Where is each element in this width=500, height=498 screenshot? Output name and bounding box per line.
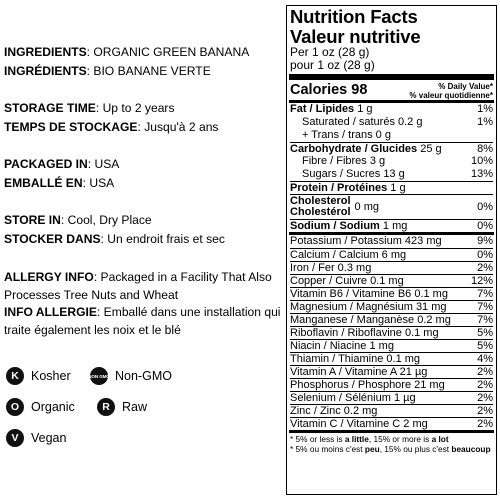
kosher-icon: K xyxy=(6,367,24,385)
footnote-fr-emph: beaucoup xyxy=(451,444,491,454)
sodium-label: Sodium / Sodium xyxy=(290,219,380,232)
fat-row xyxy=(290,103,493,116)
nutrient-label: Zinc / Zinc 0.2 mg xyxy=(290,404,378,417)
nutrient-label: Magnesium / Magnésium 31 mg xyxy=(290,300,447,313)
nutrient-label: Niacin / Niacine 1 mg xyxy=(290,339,394,352)
nutrient-label: Manganese / Manganèse 0.2 mg xyxy=(290,313,451,326)
divider-thick xyxy=(289,74,494,80)
fat-label: Fat / Lipides xyxy=(290,103,355,115)
carbohydrate-amount: 25 g xyxy=(420,142,442,155)
packaged-value: : USA xyxy=(87,157,120,171)
footnote-fr-text: * 5% ou moins c'est xyxy=(290,444,365,454)
nutrient-row xyxy=(290,287,493,300)
nutrient-label: Vitamin C / Vitamine C 2 mg xyxy=(290,417,428,430)
nutrient-label: Vitamin A / Vitamine A 21 µg xyxy=(290,365,428,378)
fibre-row xyxy=(290,155,493,168)
nutrient-row xyxy=(290,352,493,365)
sodium-row xyxy=(290,219,493,232)
nutrient-dv: 12% xyxy=(470,274,493,287)
serving-size-fr: pour 1 oz (28 g) xyxy=(290,58,375,72)
badge-organic xyxy=(6,398,75,416)
nutrient-label: Riboflavin / Riboflavine 0.1 mg xyxy=(290,326,439,339)
store-line xyxy=(4,212,152,228)
nutrient-row xyxy=(290,300,493,313)
ingredients-fr-value: : BIO BANANE VERTE xyxy=(86,64,211,78)
protein-label: Protein / Protéines xyxy=(290,181,388,194)
packaged-fr-value: : USA xyxy=(82,176,115,190)
nutrient-label: Thiamin / Thiamine 0.1 mg xyxy=(290,352,421,365)
cholesterol-amount: 0 mg xyxy=(354,200,379,213)
storage-value: : Up to 2 years xyxy=(95,101,175,115)
footnote-fr-text: , 15% ou plus c'est xyxy=(379,444,452,454)
cholesterol-label xyxy=(290,196,351,218)
nutrient-dv: 5% xyxy=(477,339,493,352)
cholesterol-row xyxy=(290,194,493,219)
fibre-label: Fibre / Fibres 3 g xyxy=(302,155,386,167)
organic-icon: O xyxy=(6,398,24,416)
storage-fr-line xyxy=(4,119,218,135)
sugars-label: Sugars / Sucres 13 g xyxy=(302,168,405,180)
footnote-en-text: , 15% or more is xyxy=(368,434,432,444)
ingredients-fr-line xyxy=(4,63,211,79)
footnote-fr xyxy=(290,444,493,454)
protein-amount: 1 g xyxy=(390,181,406,194)
storage-line xyxy=(4,100,175,116)
nutrient-dv: 2% xyxy=(477,378,493,391)
cholesterol-dv: 0% xyxy=(477,200,493,213)
nutrient-row xyxy=(290,391,493,404)
ingredients-value: : ORGANIC GREEN BANANA xyxy=(86,45,250,59)
daily-value-footnote xyxy=(289,430,494,454)
badge-raw xyxy=(97,398,147,416)
allergy-line xyxy=(4,268,284,304)
badge-label: Vegan xyxy=(31,431,67,445)
carbohydrate-dv: 8% xyxy=(477,142,493,155)
footnote-fr-emph: peu xyxy=(364,444,380,454)
badge-label: Non-GMO xyxy=(115,369,172,383)
saturated-row xyxy=(290,116,493,129)
carbohydrate-label: Carbohydrate / Glucides xyxy=(290,142,418,155)
sugars-dv: 13% xyxy=(470,168,493,180)
nutrient-dv: 7% xyxy=(477,313,493,326)
ingredients-line xyxy=(4,44,249,60)
nutrient-dv: 2% xyxy=(477,365,493,378)
nutrient-row xyxy=(290,404,493,417)
nutrient-row xyxy=(290,313,493,326)
ingredients-label: INGREDIENTS xyxy=(4,45,87,59)
nutrient-dv: 4% xyxy=(477,352,493,365)
store-value: : Cool, Dry Place xyxy=(60,213,152,227)
nutrient-row xyxy=(290,339,493,352)
nutrient-dv: 7% xyxy=(477,300,493,313)
storage-fr-label: TEMPS DE STOCKAGE xyxy=(4,120,138,134)
nutrient-label: Iron / Fer 0.3 mg xyxy=(290,261,372,274)
sodium-amount: 1 mg xyxy=(382,219,408,232)
nutrient-dv: 0% xyxy=(477,248,493,261)
calories-row xyxy=(290,81,493,100)
ingredients-fr-label: INGRÉDIENTS xyxy=(4,64,87,78)
nutrient-dv: 2% xyxy=(477,417,493,430)
sodium-dv: 0% xyxy=(477,219,493,232)
daily-value-header xyxy=(409,81,493,100)
footnote-en-text: * 5% or less is xyxy=(290,434,345,444)
nutrient-dv: 2% xyxy=(477,404,493,417)
trans-label: + Trans / trans 0 g xyxy=(302,129,391,141)
storage-fr-value: : Jusqu'à 2 ans xyxy=(137,120,219,134)
nutrient-row xyxy=(290,261,493,274)
serving-size-en: Per 1 oz (28 g) xyxy=(290,45,370,59)
fat-amount: 1 g xyxy=(357,103,373,115)
nutrient-dv: 2% xyxy=(477,391,493,404)
nutrient-label: Copper / Cuivre 0.1 mg xyxy=(290,274,404,287)
saturated-dv: 1% xyxy=(477,116,493,128)
allergy-fr-label: INFO ALLERGIE xyxy=(4,305,97,319)
badge-label: Organic xyxy=(31,400,75,414)
nutrient-dv: 2% xyxy=(477,261,493,274)
non-gmo-icon: NON GMO xyxy=(90,367,108,385)
store-label: STORE IN xyxy=(4,213,61,227)
dv-header-fr: % valeur quotidienne* xyxy=(409,91,493,100)
nutrient-row xyxy=(290,274,493,287)
raw-icon: R xyxy=(97,398,115,416)
nutrient-label: Vitamin B6 / Vitamine B6 0.1 mg xyxy=(290,287,448,300)
nutrient-row xyxy=(290,326,493,339)
packaged-fr-label: EMBALLÉ EN xyxy=(4,176,83,190)
allergy-fr-line xyxy=(4,303,284,339)
nutrient-row xyxy=(290,235,493,248)
nutrition-title-en: Nutrition Facts xyxy=(290,6,418,27)
nutrient-dv: 7% xyxy=(477,287,493,300)
footnote-en xyxy=(290,434,493,444)
footnote-en-emph: a little xyxy=(344,434,369,444)
cholesterol-label-en: Cholesterol xyxy=(290,195,351,207)
cholesterol-label-fr: Cholestérol xyxy=(290,206,351,218)
badge-label: Kosher xyxy=(31,369,71,383)
footnote-en-emph: a lot xyxy=(431,434,449,444)
fat-dv: 1% xyxy=(477,103,493,115)
packaged-fr-line xyxy=(4,175,114,191)
nutrient-row xyxy=(290,248,493,261)
store-fr-line xyxy=(4,231,225,247)
store-fr-value: : Un endroit frais et sec xyxy=(100,232,225,246)
badge-kosher xyxy=(6,367,71,385)
nutrient-row xyxy=(290,417,493,430)
nutrient-label: Potassium / Potassium 423 mg xyxy=(290,235,442,247)
nutrient-row xyxy=(290,365,493,378)
vitamins-minerals-list xyxy=(290,235,493,430)
fibre-dv: 10% xyxy=(470,155,493,167)
trans-row xyxy=(290,129,493,142)
nutrition-facts-panel xyxy=(286,5,497,495)
saturated-label: Saturated / saturés 0.2 g xyxy=(302,116,423,128)
calories-label: Calories 98 xyxy=(290,82,368,98)
vegan-icon: V xyxy=(6,429,24,447)
nutrition-title-fr: Valeur nutritive xyxy=(290,26,421,47)
nutrient-dv: 9% xyxy=(477,235,493,247)
store-fr-label: STOCKER DANS xyxy=(4,232,101,246)
protein-row xyxy=(290,181,493,194)
dv-header-en: % Daily Value* xyxy=(438,82,493,91)
allergy-fr-value: : Emballé dans une installation qui traite également les noix et le blé xyxy=(4,305,281,337)
carbohydrate-row xyxy=(290,142,493,155)
nutrient-dv: 5% xyxy=(477,326,493,339)
sugars-row xyxy=(290,168,493,181)
nutrient-label: Phosphorus / Phosphore 21 mg xyxy=(290,378,445,391)
allergy-label: ALLERGY INFO xyxy=(4,270,94,284)
nutrient-label: Selenium / Sélénium 1 µg xyxy=(290,391,416,404)
nutrient-row xyxy=(290,378,493,391)
nutrient-label: Calcium / Calcium 6 mg xyxy=(290,248,407,261)
packaged-line xyxy=(4,156,119,172)
storage-label: STORAGE TIME xyxy=(4,101,96,115)
badge-non-gmo xyxy=(90,367,172,385)
badge-vegan xyxy=(6,429,66,447)
packaged-label: PACKAGED IN xyxy=(4,157,88,171)
allergy-value: : Packaged in a Facility That Also Processes Tree Nuts and Wheat xyxy=(4,270,272,302)
badge-label: Raw xyxy=(122,400,148,414)
